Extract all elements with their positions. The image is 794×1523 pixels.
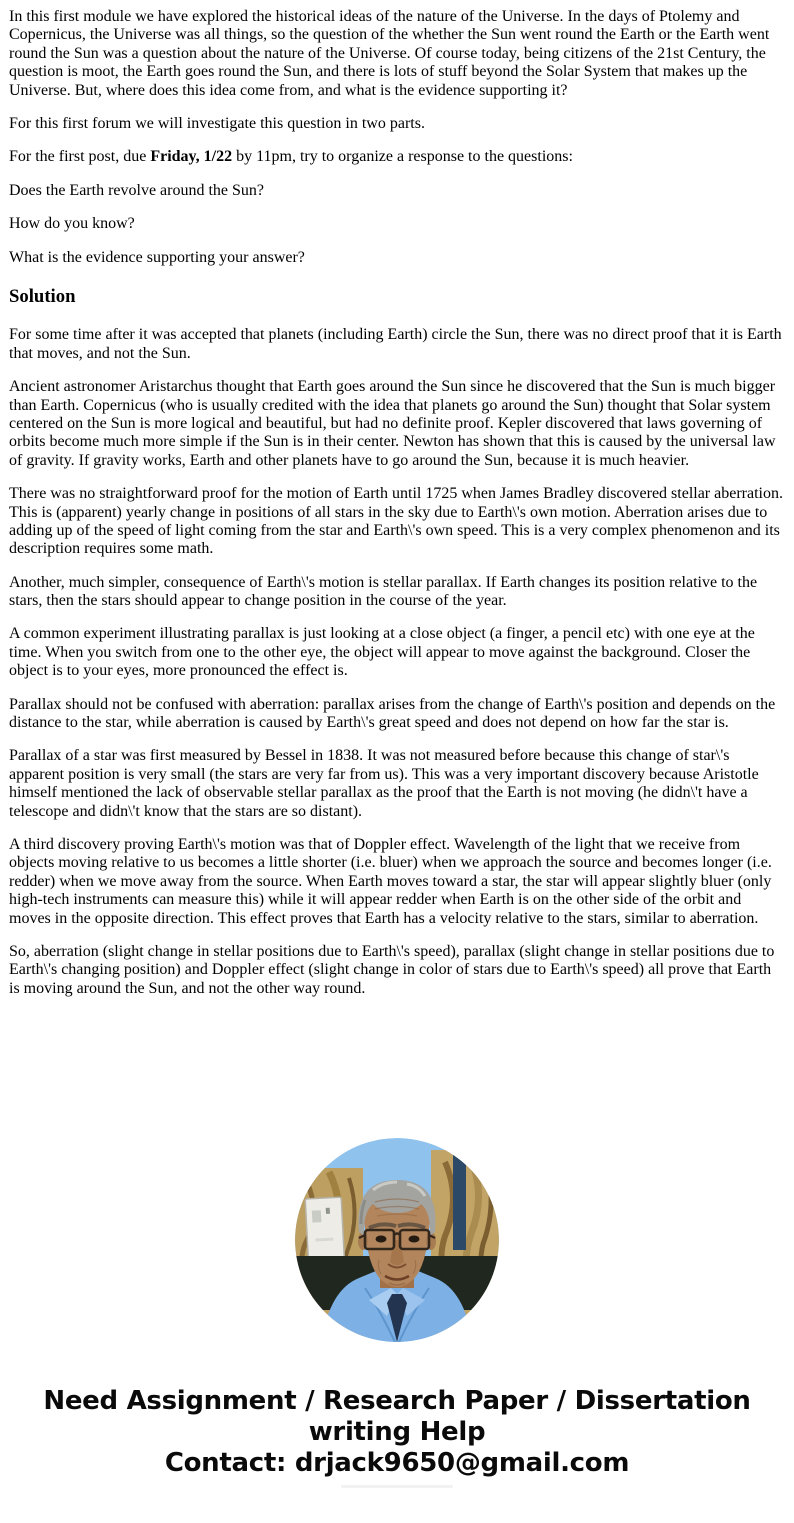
footer-line-1: Need Assignment / Research Paper / Dissertation	[43, 1386, 751, 1417]
footer-line-2: writing Help	[308, 1417, 486, 1448]
solution-paragraph-4: Another, much simpler, consequence of Earth\'s motion is stellar parallax. If Earth changes its position relative to the stars, then the stars should appear to change position in the course of the year.	[9, 573, 758, 610]
question-3: What is the evidence supporting your answer?	[9, 248, 305, 266]
due-text-prefix: For the first post, due	[9, 148, 151, 166]
intro-paragraph-1: In this first module we have explored the historical ideas of the nature of the Universe. In the days of Ptolemy and Copernicus, the Universe was all things, so the question of the whether the Sun went round the Earth or the Earth went round the Sun was a question about the nature of the Universe. Of course today, being citizens of the 21st Century, the question is moot, the Earth goes round the Sun, and there is lots of stuff beyond the Solar System that makes up the Universe. But, where does this idea come from, and what is the evidence supporting it?	[9, 8, 770, 99]
solution-paragraph-1: For some time after it was accepted that planets (including Earth) circle the Sun, there was no direct proof that it is Earth that moves, and not the Sun.	[9, 326, 782, 362]
solution-paragraph-5: A common experiment illustrating parallax is just looking at a close object (a finger, a pencil etc) with one eye at the time. When you switch from one to the other eye, the object will appear to move against the background. Closer the object is to your eyes, more pronounced the effect is.	[9, 625, 755, 680]
solution-heading: Solution	[9, 285, 76, 307]
footer-line-3: Contact: drjack9650@gmail.com	[164, 1448, 630, 1479]
intro-paragraph-2: For this first forum we will investigate this question in two parts.	[9, 114, 425, 132]
footer-banner	[9, 1386, 785, 1479]
due-text-suffix: by 11pm, try to organize a response to the questions:	[232, 148, 573, 166]
faint-underline-decoration	[341, 1485, 453, 1488]
solution-paragraph-3: There was no straightforward proof for the motion of Earth until 1725 when James Bradley discovered stellar aberration. This is (apparent) yearly change in positions of all stars in the sky due to Earth\'s own motion. Aberration arises due to adding up of the speed of light coming from the star and Earth\'s own speed. This is a very complex phenomenon and its description requires some math.	[9, 485, 783, 558]
solution-paragraph-7: Parallax of a star was first measured by Bessel in 1838. It was not measured before because this change of star\'s apparent position is very small (the stars are very far from us). This was a very important discovery because Aristotle himself mentioned the lack of observable stellar parallax as the proof that the Earth is not moving (he didn\'t have a telescope and didn\'t know that the stars are so distant).	[9, 747, 759, 820]
question-1: Does the Earth revolve around the Sun?	[9, 181, 265, 199]
solution-paragraph-8: A third discovery proving Earth\'s motion was that of Doppler effect. Wavelength of the light that we receive from objects moving relative to us becomes a little shorter (i.e. bluer) when we approach the source and becomes longer (i.e. redder) when we move away from the source. When Earth moves toward a star, the star will appear slightly bluer (only high-tech instruments can measure this) while it will appear redder when Earth is on the other side of the orbit and moves in the opposite direction. This effect proves that Earth has a velocity relative to the stars, similar to aberration.	[9, 836, 772, 927]
solution-paragraph-2: Ancient astronomer Aristarchus thought that Earth goes around the Sun since he discovered that the Sun is much bigger than Earth. Copernicus (who is usually credited with the idea that planets go around the Sun) thought that Solar system centered on the Sun is more logical and beautiful, but had no definite proof. Kepler discovered that laws governing of orbits become much more simple if the Sun is in their center. Newton has shown that this is caused by the universal law of gravity. If gravity works, Earth and other planets have to go around the Sun, because it is much heavier.	[9, 378, 776, 469]
portrait-photo-svg	[295, 1138, 499, 1342]
solution-paragraph-6: Parallax should not be confused with aberration: parallax arises from the change of Earth\'s position and depends on the distance to the star, while aberration is caused by Earth\'s great speed and does not depend on how far the star is.	[9, 695, 776, 732]
due-date: Friday, 1/22	[150, 148, 233, 166]
portrait-photo	[295, 1138, 499, 1342]
intro-paragraph-3	[9, 148, 785, 166]
solution-paragraph-9: So, aberration (slight change in stellar positions due to Earth\'s speed), parallax (slight change in stellar positions due to Earth\'s changing position) and Doppler effect (slight change in color of stars due to Earth\'s speed) all prove that Earth is moving around the Sun, and not the other way round.	[9, 942, 775, 997]
navy-strip	[453, 1154, 466, 1250]
question-2: How do you know?	[9, 215, 135, 233]
